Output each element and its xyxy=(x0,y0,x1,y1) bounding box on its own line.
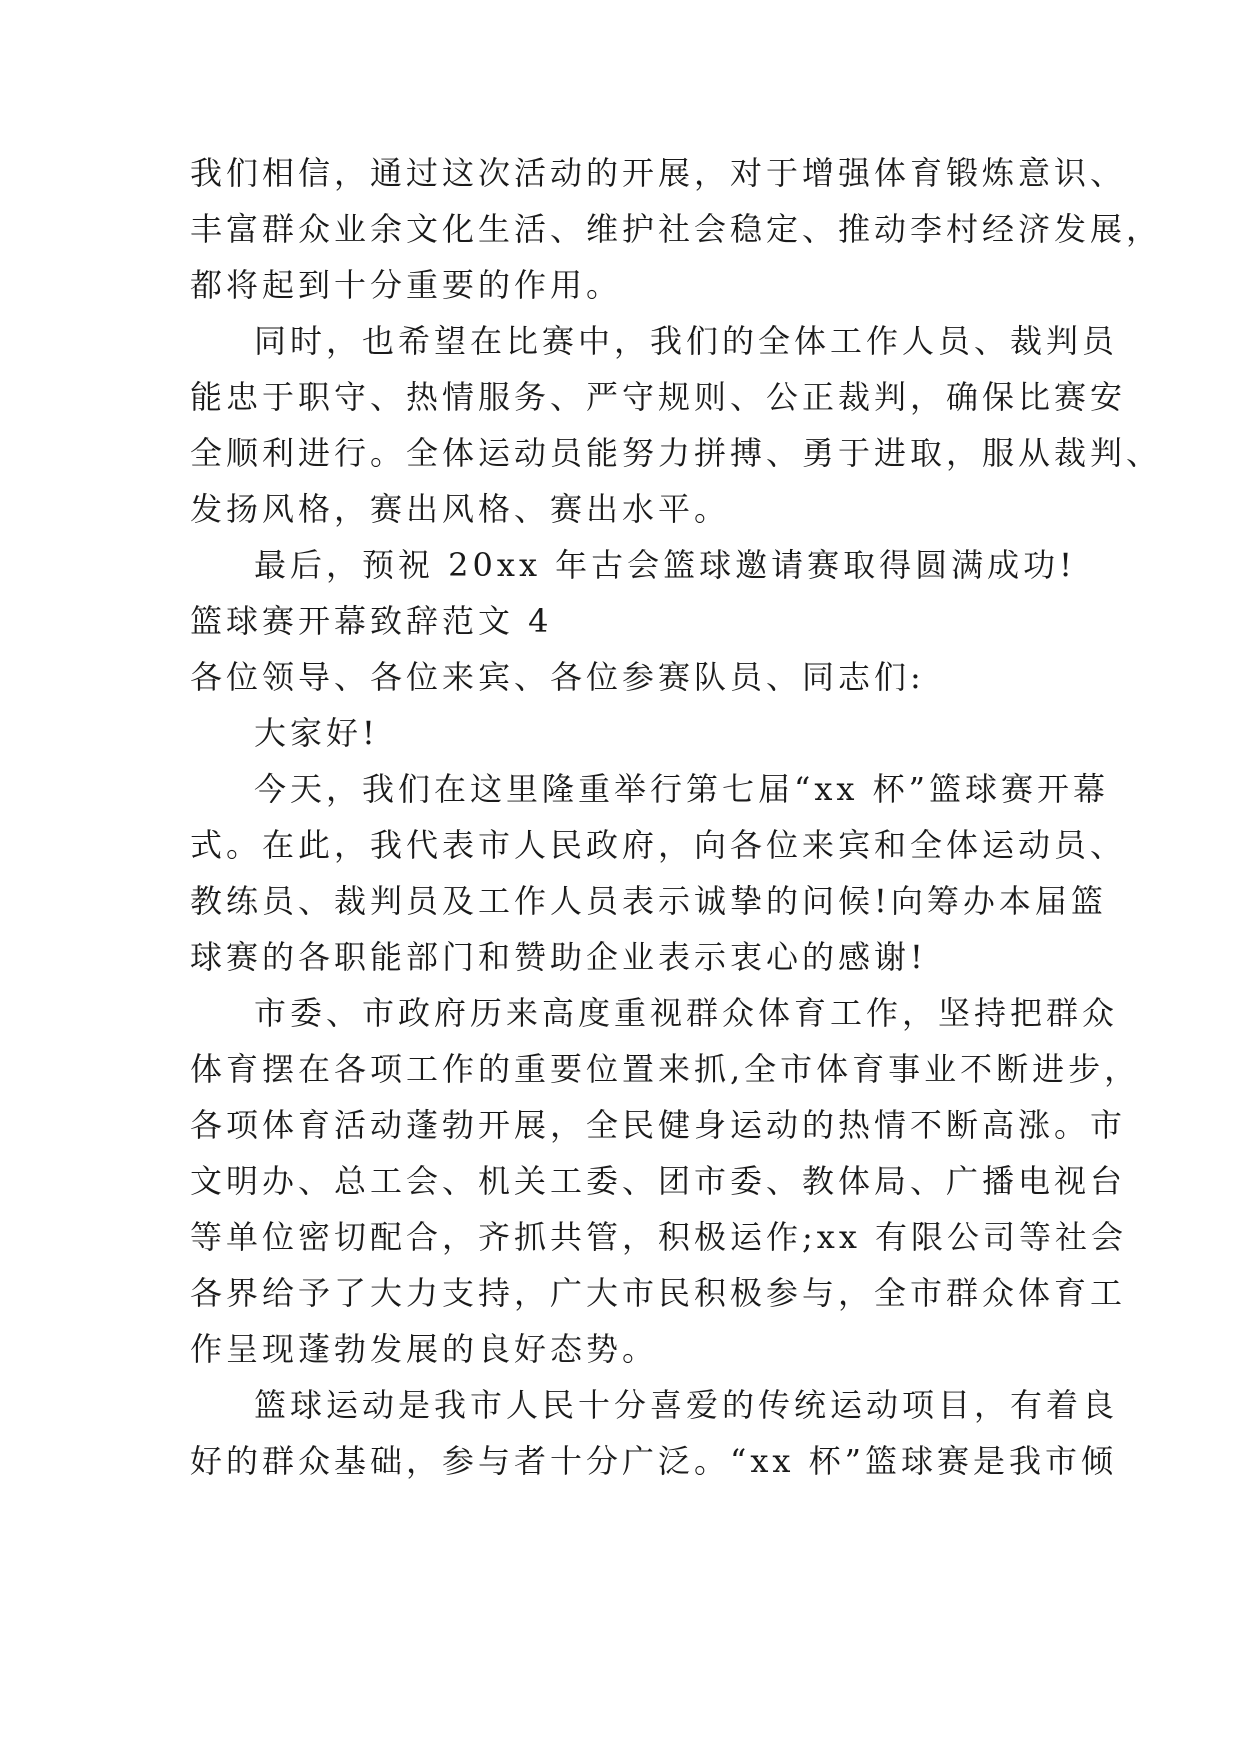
section-heading: 篮球赛开幕致辞范文 4 xyxy=(190,602,553,640)
text-line: 市委、市政府历来高度重视群众体育工作，坚持把群众 xyxy=(254,994,1119,1032)
text-line: 篮球运动是我市人民十分喜爱的传统运动项目，有着良 xyxy=(254,1386,1119,1424)
text-line: 发扬风格，赛出风格、赛出水平。 xyxy=(190,490,731,528)
text-line: 球赛的各职能部门和赞助企业表示衷心的感谢! xyxy=(190,938,927,976)
text-line: 能忠于职守、热情服务、严守规则、公正裁判，确保比赛安 xyxy=(190,378,1127,416)
text-line: 丰富群众业余文化生活、维护社会稳定、推动李村经济发展， xyxy=(190,210,1163,248)
text-line: 教练员、裁判员及工作人员表示诚挚的问候!向筹办本届篮 xyxy=(190,882,1107,920)
text-line: 作呈现蓬勃发展的良好态势。 xyxy=(190,1330,659,1368)
text-line: 最后，预祝 20xx 年古会篮球邀请赛取得圆满成功! xyxy=(254,546,1077,584)
text-line: 全顺利进行。全体运动员能努力拼搏、勇于进取，服从裁判、 xyxy=(190,434,1163,472)
text-line: 都将起到十分重要的作用。 xyxy=(190,266,623,304)
text-line: 等单位密切配合，齐抓共管，积极运作;xx 有限公司等社会 xyxy=(190,1218,1128,1256)
text-line: 各项体育活动蓬勃开展，全民健身运动的热情不断高涨。市 xyxy=(190,1106,1127,1144)
text-line: 我们相信，通过这次活动的开展，对于增强体育锻炼意识、 xyxy=(190,154,1127,192)
salutation: 各位领导、各位来宾、各位参赛队员、同志们: xyxy=(190,658,925,696)
text-line: 同时，也希望在比赛中，我们的全体工作人员、裁判员 xyxy=(254,322,1119,360)
text-line: 式。在此，我代表市人民政府，向各位来宾和全体运动员、 xyxy=(190,826,1127,864)
text-line: 今天，我们在这里隆重举行第七届“xx 杯”篮球赛开幕 xyxy=(254,770,1109,808)
greeting: 大家好! xyxy=(254,714,379,752)
text-line: 各界给予了大力支持，广大市民积极参与，全市群众体育工 xyxy=(190,1274,1127,1312)
text-line: 文明办、总工会、机关工委、团市委、教体局、广播电视台 xyxy=(190,1162,1127,1200)
text-line: 好的群众基础，参与者十分广泛。“xx 杯”篮球赛是我市倾 xyxy=(190,1442,1117,1480)
text-line: 体育摆在各项工作的重要位置来抓,全市体育事业不断进步， xyxy=(190,1050,1141,1088)
